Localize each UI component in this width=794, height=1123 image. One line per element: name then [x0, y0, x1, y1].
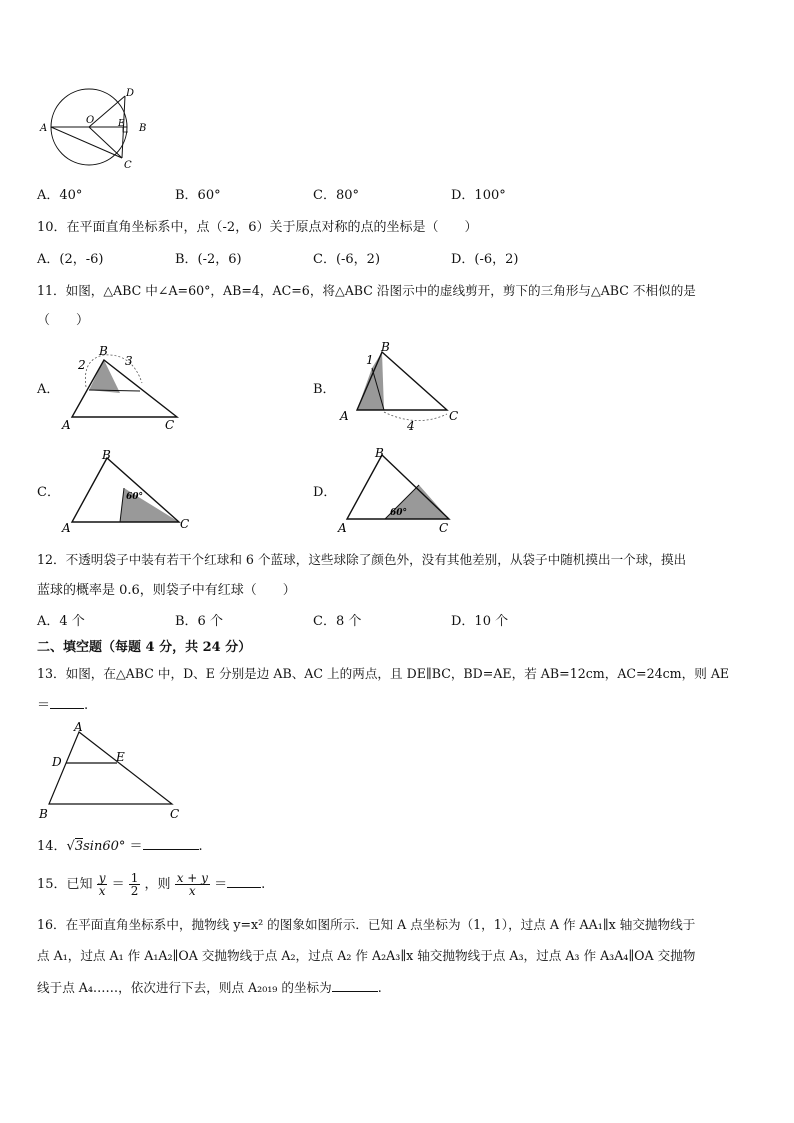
- q12-stem-line1: 12．不透明袋子中装有若干个红球和 6 个蓝球，这些球除了颜色外，没有其他差别，从袋子中随机摸出一个球，摸出: [37, 552, 687, 567]
- q13-answer-blank[interactable]: [50, 697, 84, 709]
- q14-answer-blank[interactable]: [143, 838, 199, 850]
- q16-line1: 16．在平面直角坐标系中，抛物线 y=x² 的图象如图所示．已知 A 点坐标为（1，1），过点 A 作 AA₁∥x 轴交抛物线于: [37, 917, 696, 932]
- q11-option-a-label: A．: [37, 382, 60, 397]
- q16-line3-text: 线于点 A₄……，依次进行下去，则点 A₂₀₁₉ 的坐标为: [37, 980, 332, 995]
- q11-figure-a: [62, 345, 187, 435]
- fig-a-label-C: C: [165, 418, 175, 432]
- q11-figure-b: [337, 340, 462, 435]
- label-A: A: [40, 123, 48, 134]
- fig-a-label-B: B: [99, 344, 108, 358]
- fig-c-label-B: B: [102, 448, 111, 462]
- fig-b-label-B: B: [381, 340, 390, 354]
- q10-stem: 10．在平面直角坐标系中，点（-2，6）关于原点对称的点的坐标是（ ）: [37, 220, 478, 235]
- q9-option-c: C．80°: [313, 188, 359, 203]
- sqrt-icon: √: [66, 839, 75, 854]
- section-title-fill-in: 二、填空题（每题 4 分，共 24 分）: [37, 640, 252, 655]
- q15-eq1: ＝: [111, 877, 125, 892]
- q12-option-a: A．4 个: [37, 614, 85, 629]
- fig-13-label-D: D: [52, 755, 62, 769]
- q15-line: [37, 868, 265, 902]
- fig-a-label-3: 3: [125, 354, 133, 368]
- fig-b-label-4: 4: [407, 419, 415, 433]
- q15-fraction-sum-over-x: $\frac{x + y}{x}$: [176, 871, 208, 898]
- q11-option-d-label: D．: [313, 485, 337, 500]
- q16-line3: [37, 980, 382, 996]
- fig-c-label-C: C: [180, 517, 190, 531]
- q14-root: 3: [74, 839, 84, 854]
- q16-end: .: [377, 980, 382, 995]
- q16-answer-blank[interactable]: [332, 980, 378, 992]
- q9-option-b: B．60°: [175, 188, 221, 203]
- q14-func: sin60°: [83, 839, 126, 854]
- fig-d-label-C: C: [439, 521, 449, 535]
- q11-figure-c: [62, 448, 197, 538]
- fig-b-label-C: C: [449, 409, 459, 423]
- fig-c-angle: 60°: [126, 492, 144, 502]
- label-O: O: [86, 115, 95, 126]
- q13-triangle-figure: [37, 720, 187, 825]
- label-E: E: [118, 119, 125, 129]
- q9-option-a: A．40°: [37, 188, 83, 203]
- q12-option-c: C．8 个: [313, 614, 362, 629]
- q15-answer-blank[interactable]: [227, 876, 261, 888]
- q14-line: [37, 838, 203, 855]
- q11-stem-line2: （ ）: [37, 313, 90, 328]
- fig-d-label-A: A: [338, 521, 347, 535]
- fig-b-label-A: A: [340, 409, 349, 423]
- q13-end: .: [84, 698, 89, 713]
- fig-a-label-A: A: [62, 418, 71, 432]
- q11-option-b-label: B．: [313, 382, 336, 397]
- fig-b-label-1: 1: [366, 353, 374, 367]
- q16-line2: 点 A₁，过点 A₁ 作 A₁A₂∥OA 交抛物线于点 A₂，过点 A₂ 作 A₂A₃∥x 轴交抛物线于点 A₃，过点 A₃ 作 A₃A₄∥OA 交抛物: [37, 948, 696, 963]
- q10-option-c: C．(-6，2): [313, 252, 381, 267]
- q15-end: .: [261, 877, 266, 892]
- q15-prefix: 15．已知: [37, 877, 93, 892]
- q14-prefix: 14．: [37, 839, 67, 854]
- label-C: C: [124, 160, 132, 171]
- q11-figure-d: [337, 445, 467, 540]
- fig-c-label-A: A: [62, 521, 71, 535]
- q15-fraction-y-over-x: $\frac{y}{x}$: [98, 871, 106, 898]
- q12-stem-line2: 蓝球的概率是 0.6，则袋子中有红球（ ）: [37, 583, 296, 598]
- q13-stem-line1: 13．如图，在△ABC 中，D、E 分别是边 AB、AC 上的两点，且 DE∥BC，BD=AE，若 AB=12cm，AC=24cm，则 AE: [37, 666, 730, 681]
- q9-option-d: D．100°: [451, 188, 506, 203]
- q10-option-b: B．(-2，6): [175, 252, 242, 267]
- q15-fraction-one-half: $\frac{1}{2}$: [130, 871, 139, 898]
- fig-13-label-A: A: [74, 720, 83, 734]
- fig-13-label-B: B: [39, 807, 48, 821]
- fig-13-label-E: E: [116, 750, 125, 764]
- q12-option-d: D．10 个: [451, 614, 509, 629]
- q15-eq2: ＝: [214, 877, 228, 892]
- fig-d-angle: 60°: [390, 508, 408, 518]
- q15-then: ，则: [144, 877, 171, 892]
- q14-eq: ＝: [129, 839, 143, 854]
- q10-option-a: A．(2，-6): [37, 252, 104, 267]
- q13-equals: ＝: [37, 698, 51, 713]
- fig-a-label-2: 2: [78, 358, 86, 372]
- q9-circle-figure: [40, 82, 160, 172]
- label-D: D: [126, 88, 135, 99]
- q14-end: .: [198, 839, 203, 854]
- q11-stem-line1: 11．如图，△ABC 中∠A=60°，AB=4，AC=6，将△ABC 沿图示中的虚线剪开，剪下的三角形与△ABC 不相似的是: [37, 283, 696, 298]
- q11-option-c-label: C．: [37, 485, 60, 500]
- label-B: B: [139, 123, 147, 134]
- fig-d-label-B: B: [375, 446, 384, 460]
- q10-option-d: D．(-6，2): [451, 252, 519, 267]
- q12-option-b: B．6 个: [175, 614, 223, 629]
- fig-13-label-C: C: [170, 807, 180, 821]
- q13-stem-line2: [37, 697, 88, 714]
